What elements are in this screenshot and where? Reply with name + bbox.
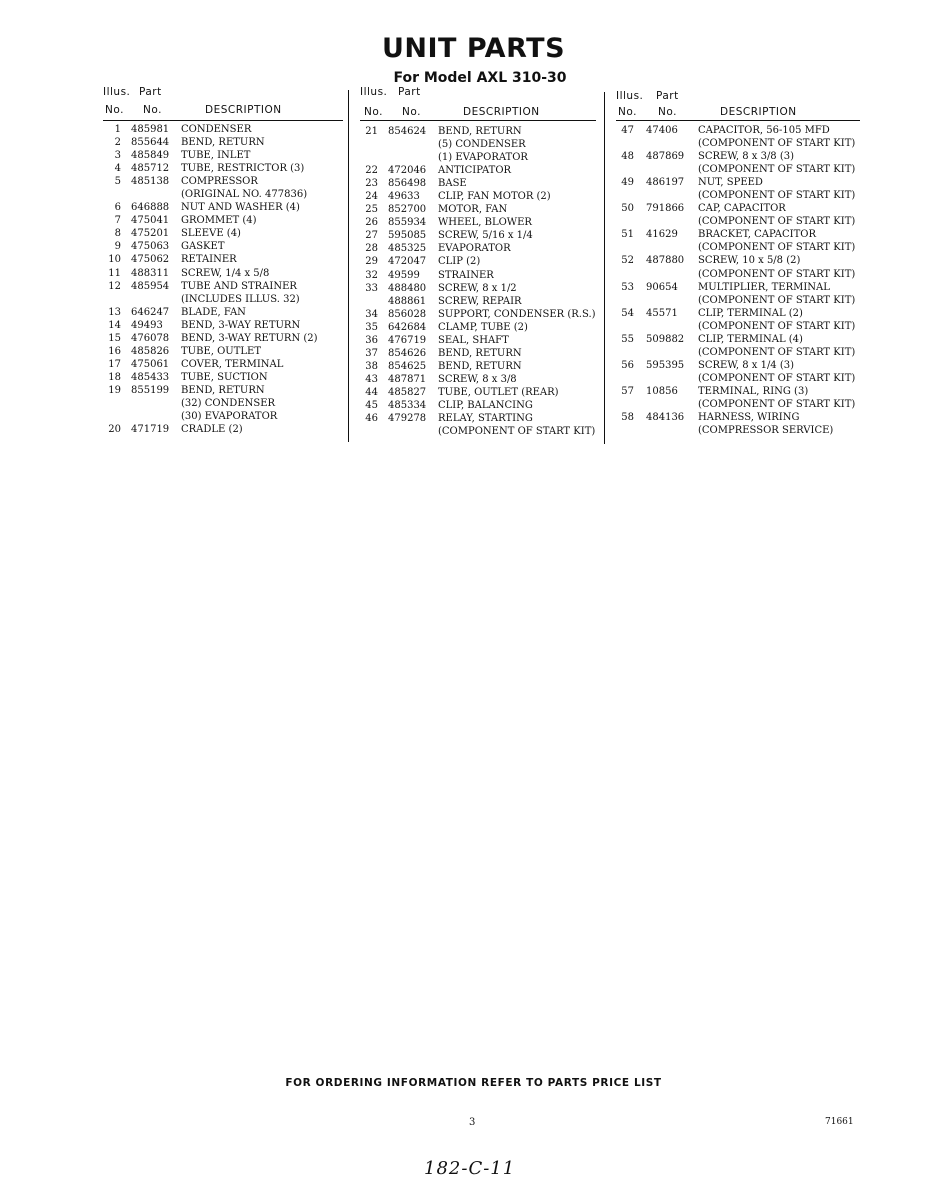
table-row	[360, 151, 596, 164]
table-row	[616, 307, 860, 320]
part-description: SCREW, 8 x 3/8	[438, 373, 517, 385]
parts-column-2	[360, 86, 596, 438]
part-number: 485325	[388, 243, 427, 255]
page-title: UNIT PARTS	[381, 33, 566, 64]
illus-number: 48	[621, 151, 634, 163]
part-description: (COMPONENT OF START KIT)	[698, 320, 856, 332]
illus-number: 25	[365, 204, 378, 216]
table-row	[616, 176, 860, 189]
table-row	[103, 345, 343, 358]
part-number: 485334	[388, 399, 427, 411]
part-description: SCREW, 10 x 5/8 (2)	[698, 255, 801, 267]
part-description: (32) CONDENSER	[181, 397, 276, 409]
part-description: (COMPONENT OF START KIT)	[698, 216, 856, 228]
part-description: CRADLE (2)	[181, 424, 243, 436]
part-description: (COMPONENT OF START KIT)	[698, 138, 856, 150]
part-description: NUT AND WASHER (4)	[181, 202, 300, 214]
parts-column-1	[103, 86, 343, 436]
parts-list	[616, 121, 860, 437]
table-row	[103, 306, 343, 319]
table-row	[616, 137, 860, 150]
part-number: 791866	[646, 203, 685, 215]
part-no-header: No.	[402, 106, 421, 118]
table-row	[103, 371, 343, 384]
parts-list	[360, 121, 596, 438]
part-number: 488861	[388, 295, 427, 307]
table-row	[616, 333, 860, 346]
part-header: Part	[398, 86, 421, 98]
table-row	[360, 412, 596, 425]
part-description: CLAMP, TUBE (2)	[438, 321, 528, 333]
part-number: 855199	[131, 384, 170, 396]
table-row	[103, 253, 343, 266]
part-number: 646247	[131, 306, 170, 318]
part-description: BEND, RETURN	[438, 126, 522, 137]
illus-number: 28	[365, 243, 378, 255]
part-description: COVER, TERMINAL	[181, 358, 284, 370]
illus-no-header: No.	[364, 106, 383, 118]
part-description: (INCLUDES ILLUS. 32)	[181, 293, 300, 305]
illus-number: 17	[108, 358, 121, 370]
part-description: HARNESS, WIRING	[698, 412, 800, 424]
part-description: RETAINER	[181, 254, 237, 266]
illus-number: 8	[114, 228, 121, 240]
table-row	[360, 203, 596, 216]
part-description: (COMPONENT OF START KIT)	[698, 372, 856, 384]
part-description: CLIP, FAN MOTOR (2)	[438, 191, 551, 203]
part-description: (COMPONENT OF START KIT)	[698, 268, 856, 280]
illus-number: 18	[108, 371, 121, 383]
table-row	[616, 385, 860, 398]
ordering-note: FOR ORDERING INFORMATION REFER TO PARTS PRICE LIST	[285, 1077, 662, 1089]
model-subtitle: For Model AXL 310-30	[393, 70, 567, 86]
table-row	[360, 386, 596, 399]
part-no-header: No.	[143, 104, 162, 116]
illus-number: 54	[621, 307, 634, 319]
part-number: 642684	[388, 321, 427, 333]
illus-number: 11	[108, 267, 121, 279]
table-row	[360, 425, 596, 438]
table-row	[616, 202, 860, 215]
part-description: (COMPONENT OF START KIT)	[698, 242, 856, 254]
part-description: (COMPONENT OF START KIT)	[698, 346, 856, 358]
part-description: SUPPORT, CONDENSER (R.S.)	[438, 308, 596, 320]
part-number: 854626	[388, 347, 427, 359]
part-number: 485712	[131, 163, 170, 175]
table-row	[616, 228, 860, 241]
part-number: 488480	[388, 282, 427, 294]
illus-number: 55	[621, 333, 634, 345]
part-description: STRAINER	[438, 269, 494, 281]
illus-number: 26	[365, 217, 378, 229]
part-number: 476078	[131, 332, 170, 344]
illus-number: 20	[108, 424, 121, 436]
part-description: SCREW, 1/4 x 5/8	[181, 267, 270, 279]
illus-number: 21	[365, 126, 378, 137]
part-number: 509882	[646, 333, 685, 345]
part-description: SCREW, 5/16 x 1/4	[438, 230, 533, 242]
part-number: 595085	[388, 230, 427, 242]
part-description: BEND, RETURN	[438, 360, 522, 372]
illus-number: 23	[365, 178, 378, 190]
part-description: GASKET	[181, 241, 225, 253]
table-row	[360, 295, 596, 308]
part-description: BEND, 3-WAY RETURN (2)	[181, 332, 318, 344]
illus-number: 14	[108, 319, 121, 331]
part-header: Part	[656, 90, 679, 102]
table-row	[616, 424, 860, 437]
part-description: MULTIPLIER, TERMINAL	[698, 281, 830, 293]
parts-list	[103, 121, 343, 436]
illus-number: 50	[621, 203, 634, 215]
part-number: 485138	[131, 176, 170, 188]
part-description: BRACKET, CAPACITOR	[698, 229, 816, 241]
illus-header: Illus.	[360, 86, 388, 98]
part-description: BEND, RETURN	[181, 137, 265, 149]
part-description: BEND, RETURN	[181, 384, 265, 396]
illus-number: 29	[365, 256, 378, 268]
part-number: 485826	[131, 345, 170, 357]
table-row	[103, 410, 343, 423]
part-number: 475041	[131, 215, 170, 227]
part-number: 486197	[646, 177, 685, 189]
table-row	[360, 347, 596, 360]
illus-number: 12	[108, 280, 121, 292]
part-number: 487869	[646, 151, 685, 163]
part-number: 471719	[131, 424, 170, 436]
part-number: 488311	[131, 267, 170, 279]
table-row	[616, 320, 860, 333]
illus-number: 22	[365, 165, 378, 177]
part-no-header: No.	[658, 106, 677, 118]
illus-number: 49	[621, 177, 634, 189]
part-description: COMPRESSOR	[181, 176, 258, 188]
part-number: 479278	[388, 413, 427, 425]
illus-number: 5	[114, 176, 121, 188]
table-row	[103, 319, 343, 332]
column-header	[103, 86, 343, 120]
illus-number: 45	[365, 399, 378, 411]
table-row	[360, 360, 596, 373]
illus-number: 51	[621, 229, 634, 241]
illus-number: 36	[365, 334, 378, 346]
part-description: (COMPONENT OF START KIT)	[698, 294, 856, 306]
part-number: 485954	[131, 280, 170, 292]
table-row	[103, 240, 343, 253]
part-description: NUT, SPEED	[698, 177, 763, 189]
table-row	[616, 254, 860, 267]
illus-number: 37	[365, 347, 378, 359]
column-header	[360, 86, 596, 120]
illus-number: 15	[108, 332, 121, 344]
table-row	[103, 384, 343, 397]
table-row	[103, 214, 343, 227]
table-row	[103, 149, 343, 162]
column-divider-2	[604, 92, 605, 444]
parts-column-3	[616, 86, 860, 437]
table-row	[360, 255, 596, 268]
illus-no-header: No.	[105, 104, 124, 116]
table-row	[103, 175, 343, 188]
part-number: 484136	[646, 412, 685, 424]
table-row	[103, 267, 343, 280]
table-row	[103, 188, 343, 201]
illus-number: 10	[108, 254, 121, 266]
table-row	[616, 294, 860, 307]
part-number: 485433	[131, 371, 170, 383]
part-number: 475061	[131, 358, 170, 370]
part-description: SCREW, 8 x 1/2	[438, 282, 517, 294]
illus-number: 4	[114, 163, 121, 175]
part-description: CAP, CAPACITOR	[698, 203, 786, 215]
table-row	[360, 399, 596, 412]
part-description: CLIP (2)	[438, 256, 481, 268]
part-number: 49493	[131, 319, 163, 331]
handwritten-note: 182-C-11	[424, 1158, 516, 1179]
part-description: GROMMET (4)	[181, 215, 257, 227]
part-description: (ORIGINAL NO. 477836)	[181, 189, 308, 201]
part-number: 855934	[388, 217, 427, 229]
part-number: 10856	[646, 385, 678, 397]
part-number: 476719	[388, 334, 427, 346]
part-number: 485981	[131, 124, 170, 135]
part-number: 852700	[388, 204, 427, 216]
part-description: TUBE AND STRAINER	[181, 280, 297, 292]
illus-number: 1	[114, 124, 121, 135]
illus-number: 52	[621, 255, 634, 267]
illus-number: 58	[621, 412, 634, 424]
illus-number: 38	[365, 360, 378, 372]
part-number: 47406	[646, 125, 678, 136]
table-row	[616, 241, 860, 254]
part-number: 472047	[388, 256, 427, 268]
part-description: SLEEVE (4)	[181, 228, 241, 240]
table-row	[360, 242, 596, 255]
part-description: (COMPONENT OF START KIT)	[698, 190, 856, 202]
table-row	[360, 308, 596, 321]
part-description: EVAPORATOR	[438, 243, 511, 255]
document-code: 71661	[825, 1117, 854, 1127]
part-number: 487871	[388, 373, 427, 385]
table-row	[360, 125, 596, 138]
table-row	[103, 293, 343, 306]
illus-number: 16	[108, 345, 121, 357]
illus-number: 6	[114, 202, 121, 214]
table-row	[360, 373, 596, 386]
table-row	[616, 281, 860, 294]
part-description: TUBE, SUCTION	[181, 371, 268, 383]
part-description: TUBE, OUTLET (REAR)	[438, 386, 559, 398]
part-description: (COMPRESSOR SERVICE)	[698, 425, 834, 437]
part-description: CONDENSER	[181, 124, 252, 135]
part-description: (COMPONENT OF START KIT)	[698, 164, 856, 176]
illus-number: 24	[365, 191, 378, 203]
table-row	[103, 397, 343, 410]
description-header: DESCRIPTION	[720, 106, 797, 118]
part-description: CLIP, BALANCING	[438, 399, 533, 411]
description-header: DESCRIPTION	[463, 106, 540, 118]
part-description: BEND, 3-WAY RETURN	[181, 319, 301, 331]
part-number: 45571	[646, 307, 678, 319]
part-description: BLADE, FAN	[181, 306, 246, 318]
part-description: SCREW, 8 x 1/4 (3)	[698, 359, 795, 371]
table-row	[360, 282, 596, 295]
table-row	[616, 359, 860, 372]
table-row	[360, 190, 596, 203]
part-number: 41629	[646, 229, 678, 241]
illus-header: Illus.	[103, 86, 131, 98]
table-row	[616, 372, 860, 385]
part-number: 485827	[388, 386, 427, 398]
table-row	[616, 411, 860, 424]
table-row	[103, 162, 343, 175]
illus-header: Illus.	[616, 90, 644, 102]
illus-number: 7	[114, 215, 121, 227]
table-row	[103, 123, 343, 136]
table-row	[616, 124, 860, 137]
table-row	[616, 268, 860, 281]
illus-number: 9	[114, 241, 121, 253]
part-header: Part	[139, 86, 162, 98]
part-number: 475063	[131, 241, 170, 253]
part-number: 485849	[131, 150, 170, 162]
illus-number: 3	[114, 150, 121, 162]
part-number: 475062	[131, 254, 170, 266]
illus-number: 32	[365, 269, 378, 281]
table-row	[360, 138, 596, 151]
part-description: TERMINAL, RING (3)	[698, 385, 809, 397]
part-description: SCREW, REPAIR	[438, 295, 522, 307]
part-number: 487880	[646, 255, 685, 267]
illus-number: 44	[365, 386, 378, 398]
part-description: (COMPONENT OF START KIT)	[438, 426, 596, 438]
part-description: (1) EVAPORATOR	[438, 152, 528, 164]
page-number: 3	[469, 1117, 476, 1128]
part-description: CLIP, TERMINAL (4)	[698, 333, 803, 345]
illus-number: 13	[108, 306, 121, 318]
illus-number: 57	[621, 385, 634, 397]
part-description: MOTOR, FAN	[438, 204, 508, 216]
part-description: SCREW, 8 x 3/8 (3)	[698, 151, 795, 163]
illus-number: 27	[365, 230, 378, 242]
part-number: 475201	[131, 228, 170, 240]
part-description: ANTICIPATOR	[438, 165, 512, 177]
illus-number: 46	[365, 413, 378, 425]
column-header	[616, 86, 860, 120]
part-description: BASE	[438, 178, 467, 190]
part-description: BEND, RETURN	[438, 347, 522, 359]
table-row	[616, 215, 860, 228]
part-number: 854624	[388, 126, 427, 137]
part-number: 854625	[388, 360, 427, 372]
table-row	[360, 164, 596, 177]
table-row	[360, 334, 596, 347]
part-description: TUBE, RESTRICTOR (3)	[181, 163, 305, 175]
table-row	[360, 269, 596, 282]
table-row	[616, 189, 860, 202]
illus-number: 47	[621, 125, 634, 136]
illus-number: 19	[108, 384, 121, 396]
table-row	[616, 346, 860, 359]
description-header: DESCRIPTION	[205, 104, 282, 116]
part-number: 472046	[388, 165, 427, 177]
part-description: RELAY, STARTING	[438, 413, 533, 425]
illus-number: 56	[621, 359, 634, 371]
table-row	[103, 358, 343, 371]
table-row	[103, 332, 343, 345]
part-description: TUBE, OUTLET	[181, 345, 262, 357]
part-number: 855644	[131, 137, 170, 149]
part-number: 90654	[646, 281, 678, 293]
part-number: 646888	[131, 202, 170, 214]
part-description: WHEEL, BLOWER	[438, 217, 532, 229]
part-number: 856028	[388, 308, 427, 320]
illus-number: 2	[114, 137, 121, 149]
part-description: CLIP, TERMINAL (2)	[698, 307, 803, 319]
table-row	[103, 136, 343, 149]
table-row	[103, 227, 343, 240]
part-description: (5) CONDENSER	[438, 139, 526, 151]
part-description: (COMPONENT OF START KIT)	[698, 398, 856, 410]
table-row	[360, 177, 596, 190]
part-number: 49633	[388, 191, 420, 203]
illus-no-header: No.	[618, 106, 637, 118]
illus-number: 33	[365, 282, 378, 294]
illus-number: 34	[365, 308, 378, 320]
table-row	[103, 201, 343, 214]
table-row	[616, 163, 860, 176]
part-number: 856498	[388, 178, 427, 190]
table-row	[360, 321, 596, 334]
table-row	[616, 150, 860, 163]
column-divider-1	[348, 90, 349, 442]
part-description: SEAL, SHAFT	[438, 334, 509, 346]
table-row	[360, 216, 596, 229]
part-description: TUBE, INLET	[181, 150, 251, 162]
table-row	[103, 423, 343, 436]
table-row	[616, 398, 860, 411]
part-number: 49599	[388, 269, 420, 281]
table-row	[103, 280, 343, 293]
illus-number: 53	[621, 281, 634, 293]
part-description: CAPACITOR, 56-105 MFD	[698, 125, 830, 136]
illus-number: 43	[365, 373, 378, 385]
illus-number: 35	[365, 321, 378, 333]
part-number: 595395	[646, 359, 685, 371]
part-description: (30) EVAPORATOR	[181, 411, 278, 423]
table-row	[360, 229, 596, 242]
